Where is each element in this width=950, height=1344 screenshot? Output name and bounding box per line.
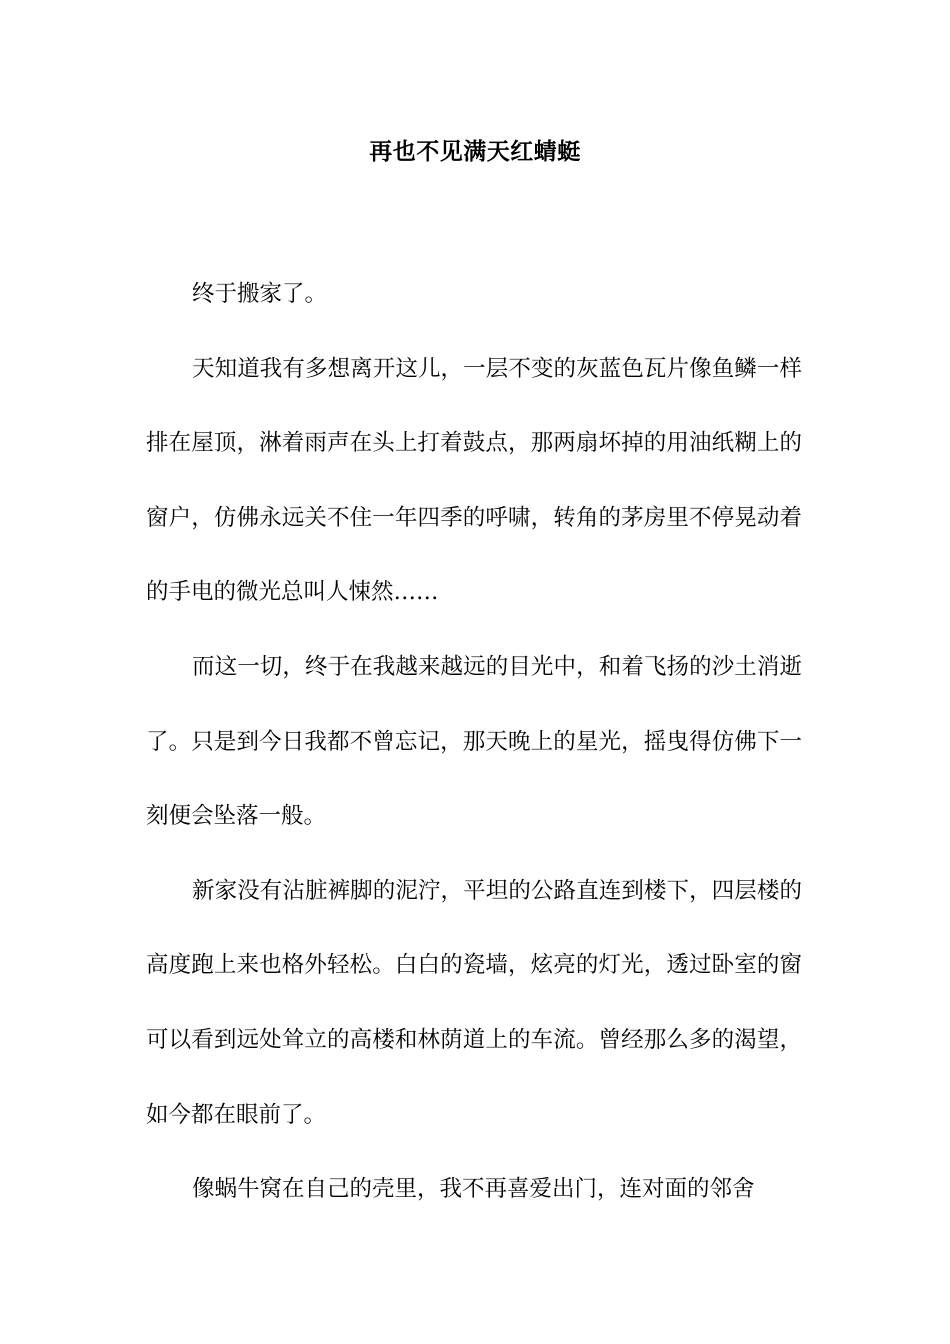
document-body bbox=[146, 257, 802, 1227]
paragraph-4: 新家没有沾脏裤脚的泥泞，平坦的公路直连到楼下，四层楼的高度跑上来也格外轻松。白白的瓷墙，炫亮的灯光，透过卧室的窗可以看到远处耸立的高楼和林荫道上的车流。曾经那么多的渴望，如今都在眼前了。 bbox=[146, 877, 802, 1128]
paragraph-1: 终于搬家了。 bbox=[192, 281, 328, 307]
document-title: 再也不见满天红蜻蜓 bbox=[369, 138, 581, 165]
paragraph-3: 而这一切，终于在我越来越远的目光中，和着飞扬的沙土消逝了。只是到今日我都不曾忘记，那天晚上的星光，摇曳得仿佛下一刻便会坠落一般。 bbox=[146, 653, 802, 830]
paragraph-2: 天知道我有多想离开这儿，一层不变的灰蓝色瓦片像鱼鳞一样排在屋顶，淋着雨声在头上打着鼓点，那两扇坏掉的用油纸糊上的窗户，仿佛永远关不住一年四季的呼啸，转角的茅房里不停晃动着的手电的微光总叫人悚然…… bbox=[146, 355, 802, 606]
paragraph-5: 像蜗牛窝在自己的壳里，我不再喜爱出门，连对面的邻舍 bbox=[192, 1176, 755, 1203]
